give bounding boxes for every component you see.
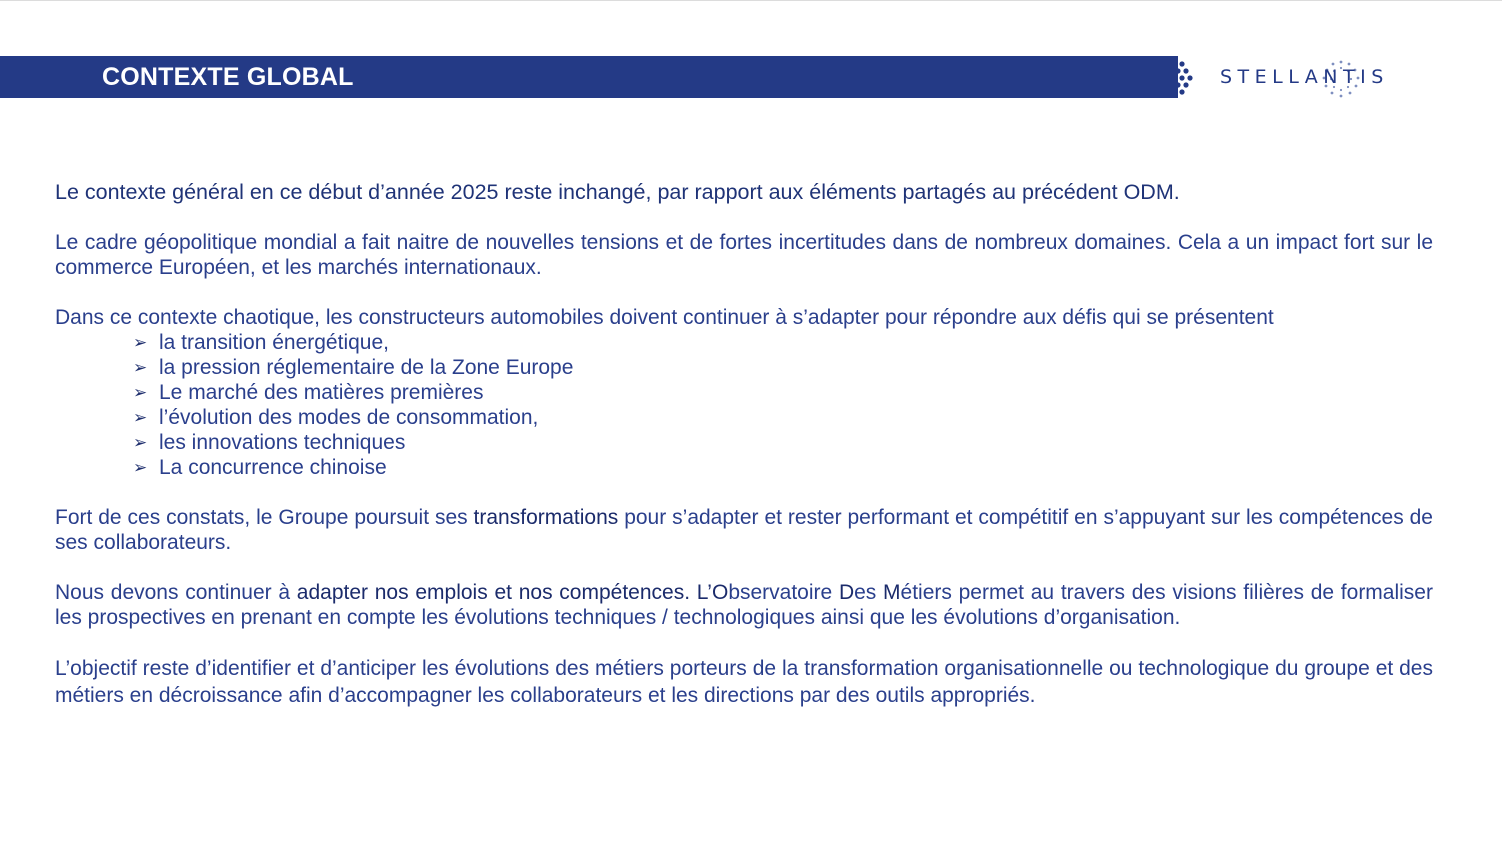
challenges-lead: Dans ce contexte chaotique, les constructeurs automobiles doivent continuer à s’adapter pour répondre aux défis qui se présentent xyxy=(55,306,1274,329)
arrow-bullet-icon: ➢ xyxy=(133,383,148,402)
arrow-bullet-icon: ➢ xyxy=(133,358,148,377)
objective-paragraph: L’objectif reste d’identifier et d’anticiper les évolutions des métiers porteurs de la transformation organisationnelle ou technologique du groupe et des métiers en décroissance afin d’accompagner les collaborateurs et les directions par des outils appropriés. xyxy=(55,657,1433,707)
arrow-bullet-icon: ➢ xyxy=(133,433,148,452)
arrow-bullet-icon: ➢ xyxy=(133,408,148,427)
arrow-bullet-icon: ➢ xyxy=(133,458,148,477)
list-item: ➢ l’évolution des modes de consommation, xyxy=(133,406,539,429)
stellantis-logo xyxy=(1220,58,1430,98)
logo-wordmark: STELLANTIS xyxy=(1220,66,1389,88)
adaptation-paragraph: Nous devons continuer à adapter nos emplois et nos compétences. L’Observatoire Des Métiers permet au travers des visions filières de formaliser les prospectives en prenant en compte les évolutions techniques / technologiques ainsi que les évolutions d’organisation. xyxy=(55,581,1433,629)
geopolitics-paragraph: Le cadre géopolitique mondial a fait naitre de nouvelles tensions et de fortes incertitudes dans de nombreux domaines. Cela a un impact fort sur le commerce Européen, et les marchés internationaux. xyxy=(55,231,1433,279)
list-item: ➢ Le marché des matières premières xyxy=(133,381,484,404)
list-item: ➢ la transition énergétique, xyxy=(133,331,389,354)
list-item: ➢ la pression réglementaire de la Zone Europe xyxy=(133,356,574,379)
intro-paragraph: Le contexte général en ce début d’année 2025 reste inchangé, par rapport aux éléments partagés au précédent ODM. xyxy=(55,180,1180,204)
band-dots-icon xyxy=(1168,58,1196,98)
transformation-paragraph: Fort de ces constats, le Groupe poursuit ses transformations pour s’adapter et rester performant et compétitif en s’appuyant sur les compétences de ses collaborateurs. xyxy=(55,506,1433,554)
arrow-bullet-icon: ➢ xyxy=(133,333,148,352)
slide-body xyxy=(55,180,1433,709)
page-title: CONTEXTE GLOBAL xyxy=(102,63,354,91)
list-item: ➢ les innovations techniques xyxy=(133,431,406,454)
list-item: ➢ La concurrence chinoise xyxy=(133,456,387,479)
challenges-list xyxy=(55,330,1433,480)
top-divider xyxy=(0,0,1502,1)
